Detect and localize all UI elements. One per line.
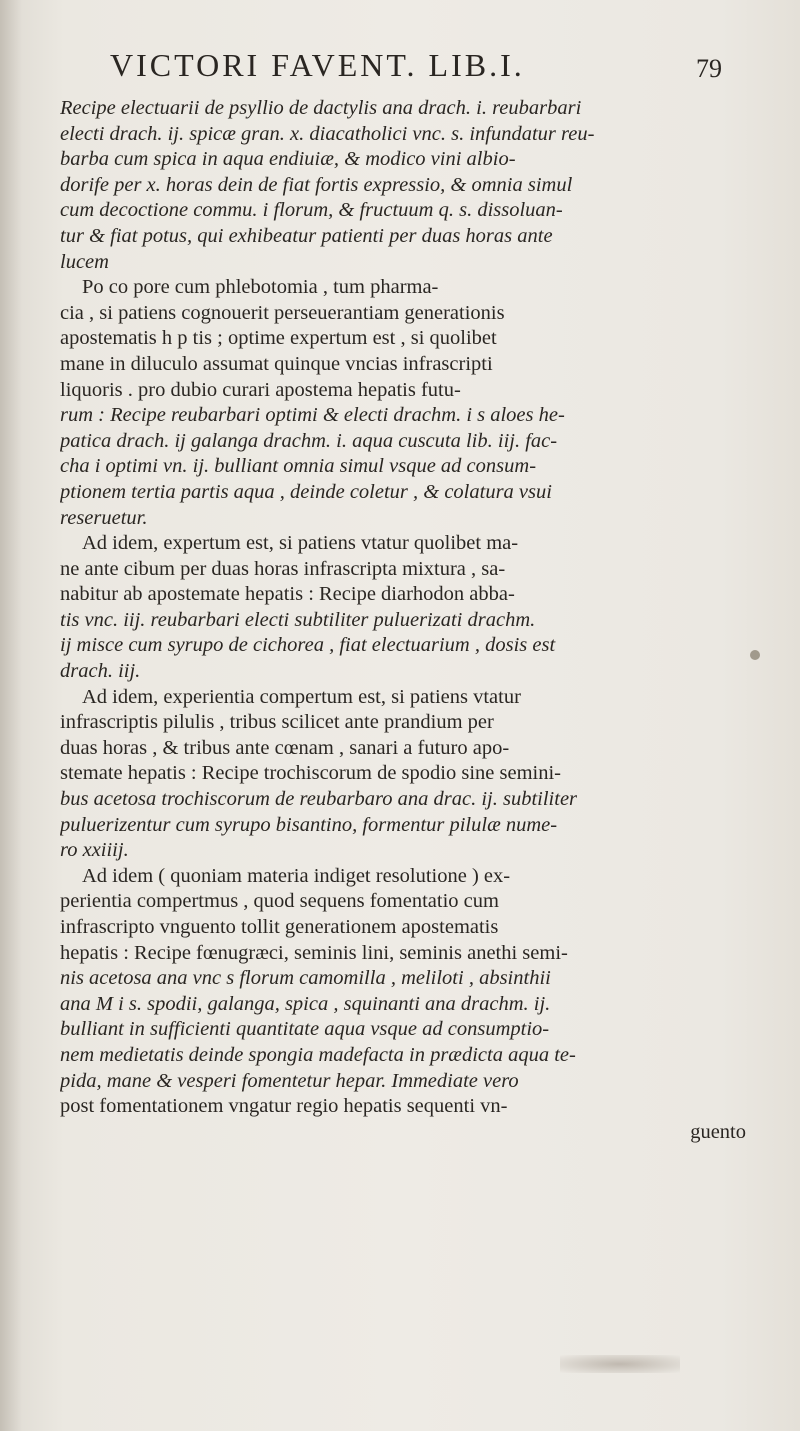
text-line: cum decoctione commu. i florum, & fructuum q. s. dissoluan- <box>60 199 563 222</box>
text-line: duas horas , & tribus ante cœnam , sanari a futuro apo- <box>60 736 510 759</box>
text-line: ne ante cibum per duas horas infrascripta mixtura , sa- <box>60 557 506 580</box>
page-number: 79 <box>696 54 722 83</box>
text-line: Po co pore cum phlebotomia , tum pharma- <box>82 276 439 299</box>
text-line: cha i optimi vn. ij. bulliant omnia simul vsque ad consum- <box>60 455 537 478</box>
text-line: ptionem tertia partis aqua , deinde coletur , & colatura vsui <box>60 480 552 503</box>
text-line: nem medietatis deinde spongia madefacta in prædicta aqua te- <box>60 1043 576 1066</box>
text-line: tis vnc. iij. reubarbari electi subtiliter puluerizati drachm. <box>60 608 536 631</box>
text-line: Ad idem, expertum est, si patiens vtatur quolibet ma- <box>82 532 519 555</box>
running-head <box>110 42 722 88</box>
text-line: patica drach. ij galanga drachm. i. aqua cuscuta lib. iij. fac- <box>60 429 558 452</box>
text-line: infrascriptis pilulis , tribus scilicet ante prandium per <box>60 711 494 734</box>
paper-stain <box>560 1355 680 1373</box>
text-line: dorife per x. horas dein de fiat fortis expressio, & omnia simul <box>60 173 573 196</box>
text-line: barba cum spica in aqua endiuiæ, & modico vini albio- <box>60 148 516 171</box>
text-line: mane in diluculo assumat quinque vncias infrascripti <box>60 352 493 375</box>
text-line: perientia compertmus , quod sequens fomentatio cum <box>60 890 499 913</box>
text-line: cia , si patiens cognouerit perseuerantiam generationis <box>60 301 505 324</box>
text-line: tur & fiat potus, qui exhibeatur patienti per duas horas ante <box>60 224 553 247</box>
text-line: ro xxiiij. <box>60 839 129 862</box>
text-line: liquoris . pro dubio curari apostema hepatis futu- <box>60 378 461 401</box>
text-line: nis acetosa ana vnc s florum camomilla , meliloti , absinthii <box>60 967 551 990</box>
catchword: guento <box>690 1120 746 1143</box>
text-line: pida, mane & vesperi fomentetur hepar. Immediate vero <box>60 1069 519 1092</box>
text-line: bus acetosa trochiscorum de reubarbaro ana drac. ij. subtiliter <box>60 788 578 811</box>
text-line: apostematis h p tis ; optime expertum est , si quolibet <box>60 327 497 350</box>
gutter-shadow <box>0 0 22 1431</box>
text-line: infrascripto vnguento tollit generationem apostematis <box>60 916 499 938</box>
text-line: Ad idem, experientia compertum est, si patiens vtatur <box>82 685 521 708</box>
body-text <box>60 96 750 1145</box>
text-line: ana M i s. spodii, galanga, spica , squinanti ana drachm. ij. <box>60 992 551 1015</box>
text-line: Recipe electuarii de psyllio de dactylis ana drach. i. reubarbari <box>60 97 582 119</box>
text-line: Ad idem ( quoniam materia indiget resolutione ) ex- <box>82 864 511 887</box>
text-line: hepatis : Recipe fœnugræci, seminis lini, seminis anethi semi- <box>60 941 568 964</box>
text-line: stemate hepatis : Recipe trochiscorum de spodio sine semini- <box>60 762 561 785</box>
text-line: nabitur ab apostemate hepatis : Recipe diarhodon abba- <box>60 583 515 606</box>
text-line: electi drach. ij. spicæ gran. x. diacatholici vnc. s. infundatur reu- <box>60 122 595 145</box>
text-line: ij misce cum syrupo de cichorea , fiat electuarium , dosis est <box>60 634 556 657</box>
text-line: bulliant in sufficienti quantitate aqua vsque ad consumptio- <box>60 1018 550 1041</box>
running-head-title: VICTORI FAVENT. LIB.I. <box>110 47 525 83</box>
text-line: reseruetur. <box>60 506 148 529</box>
ink-spot <box>750 650 760 660</box>
text-line: rum : Recipe reubarbari optimi & electi drachm. i s aloes he- <box>60 404 565 427</box>
text-line: puluerizentur cum syrupo bisantino, formentur pilulæ nume- <box>60 813 558 836</box>
text-line: post fomentationem vngatur regio hepatis sequenti vn- <box>60 1095 508 1118</box>
text-line: lucem <box>60 250 109 273</box>
text-line: drach. iij. <box>60 660 141 683</box>
